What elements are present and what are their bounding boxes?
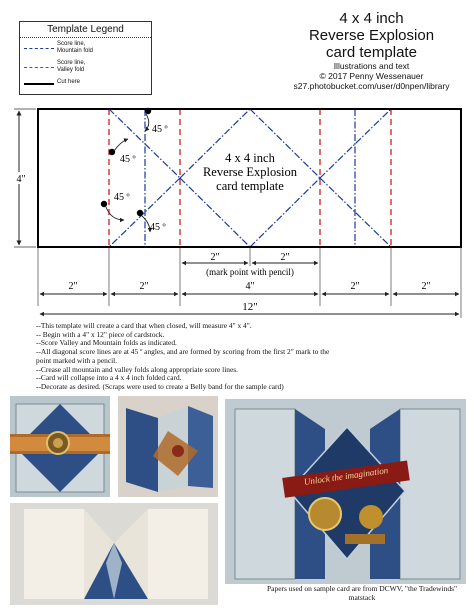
- bottom-dim-5: 2": [421, 281, 431, 292]
- mid-dim-right: 2": [280, 252, 290, 263]
- center-text-line-1: 4 x 4 inch: [225, 151, 275, 165]
- valley-fold-swatch: [24, 67, 54, 68]
- mark-point-note: (mark point with pencil): [206, 267, 294, 277]
- angle-label-3: 45 º: [114, 192, 130, 203]
- total-width-label: 12": [242, 301, 258, 313]
- center-text-line-3: card template: [216, 179, 284, 193]
- title-line-3: card template: [326, 44, 417, 61]
- photo-side-view: [118, 396, 218, 497]
- credit-line-2: © 2017 Penny Wessenauer: [319, 71, 424, 81]
- papers-caption: Papers used on sample card are from DCWV, "the Tradewinds" matstack: [266, 584, 458, 602]
- photo-sample-card: [225, 399, 466, 584]
- bottom-dim-1: 2": [68, 281, 78, 292]
- mid-dim-left: 2": [210, 252, 220, 263]
- legend-item-mountain: [24, 41, 149, 59]
- instruction-item: --Crease all mountain and valley folds along appropriate score lines.: [36, 364, 238, 374]
- legend-label-mountain: Score line, Mountain fold: [57, 41, 94, 54]
- angle-label-1: 45 º: [152, 124, 168, 135]
- angle-point-3: [101, 201, 107, 207]
- height-label: 4": [16, 174, 26, 185]
- template-legend: [19, 21, 152, 95]
- credit-line-1: Illustrations and text: [333, 61, 410, 71]
- angle-label-2: 45 º: [120, 154, 136, 165]
- instruction-item: --Decorate as desired. (Scraps were used to create a Belly band for the sample card): [36, 381, 284, 391]
- photo-open-card: [10, 503, 218, 605]
- page-header: [274, 10, 469, 91]
- bottom-dim-4: 2": [350, 281, 360, 292]
- instructions-list: [36, 322, 456, 392]
- card-template-diagram: [0, 96, 474, 324]
- instruction-item: -- Begin with a 4" x 12" piece of cardstock.: [36, 329, 165, 339]
- angle-point-2: [109, 149, 115, 155]
- mountain-fold-swatch: [24, 48, 54, 49]
- legend-item-cut: [24, 78, 149, 96]
- legend-label-cut: Cut here: [57, 79, 81, 85]
- title-line-1: 4 x 4 inch: [339, 10, 404, 27]
- sample-banner-text: Unlock the imagination: [303, 465, 389, 487]
- angle-point-4: [137, 210, 143, 216]
- cut-line-swatch: [24, 83, 54, 85]
- bottom-dim-3: 4": [245, 281, 255, 292]
- instruction-item: --Card will collapse into a 4 x 4 inch folded card.: [36, 373, 182, 383]
- bottom-dim-2: 2": [139, 281, 149, 292]
- angle-point-1: [145, 108, 151, 114]
- title-line-2: Reverse Explosion: [308, 27, 435, 44]
- instruction-item: --All diagonal score lines are at 45 º angles, and are formed by scoring from the first 2" mark to the: [36, 347, 330, 357]
- photo-closed-card: [10, 396, 110, 497]
- legend-title: Template Legend: [20, 22, 151, 38]
- center-text-line-2: Reverse Explosion: [202, 165, 298, 179]
- instruction-item: --This template will create a card that when closed, will measure 4" x 4".: [36, 321, 252, 330]
- angle-label-4: 45 º: [150, 222, 166, 233]
- instruction-item: point marked with a pencil.: [36, 355, 118, 365]
- legend-item-valley: [24, 60, 149, 78]
- instruction-item: --Score Valley and Mountain folds as indicated.: [36, 338, 177, 348]
- credit-line-3: s27.photobucket.com/user/d0npen/library: [293, 81, 450, 91]
- legend-label-valley: Score line, Valley fold: [57, 60, 86, 73]
